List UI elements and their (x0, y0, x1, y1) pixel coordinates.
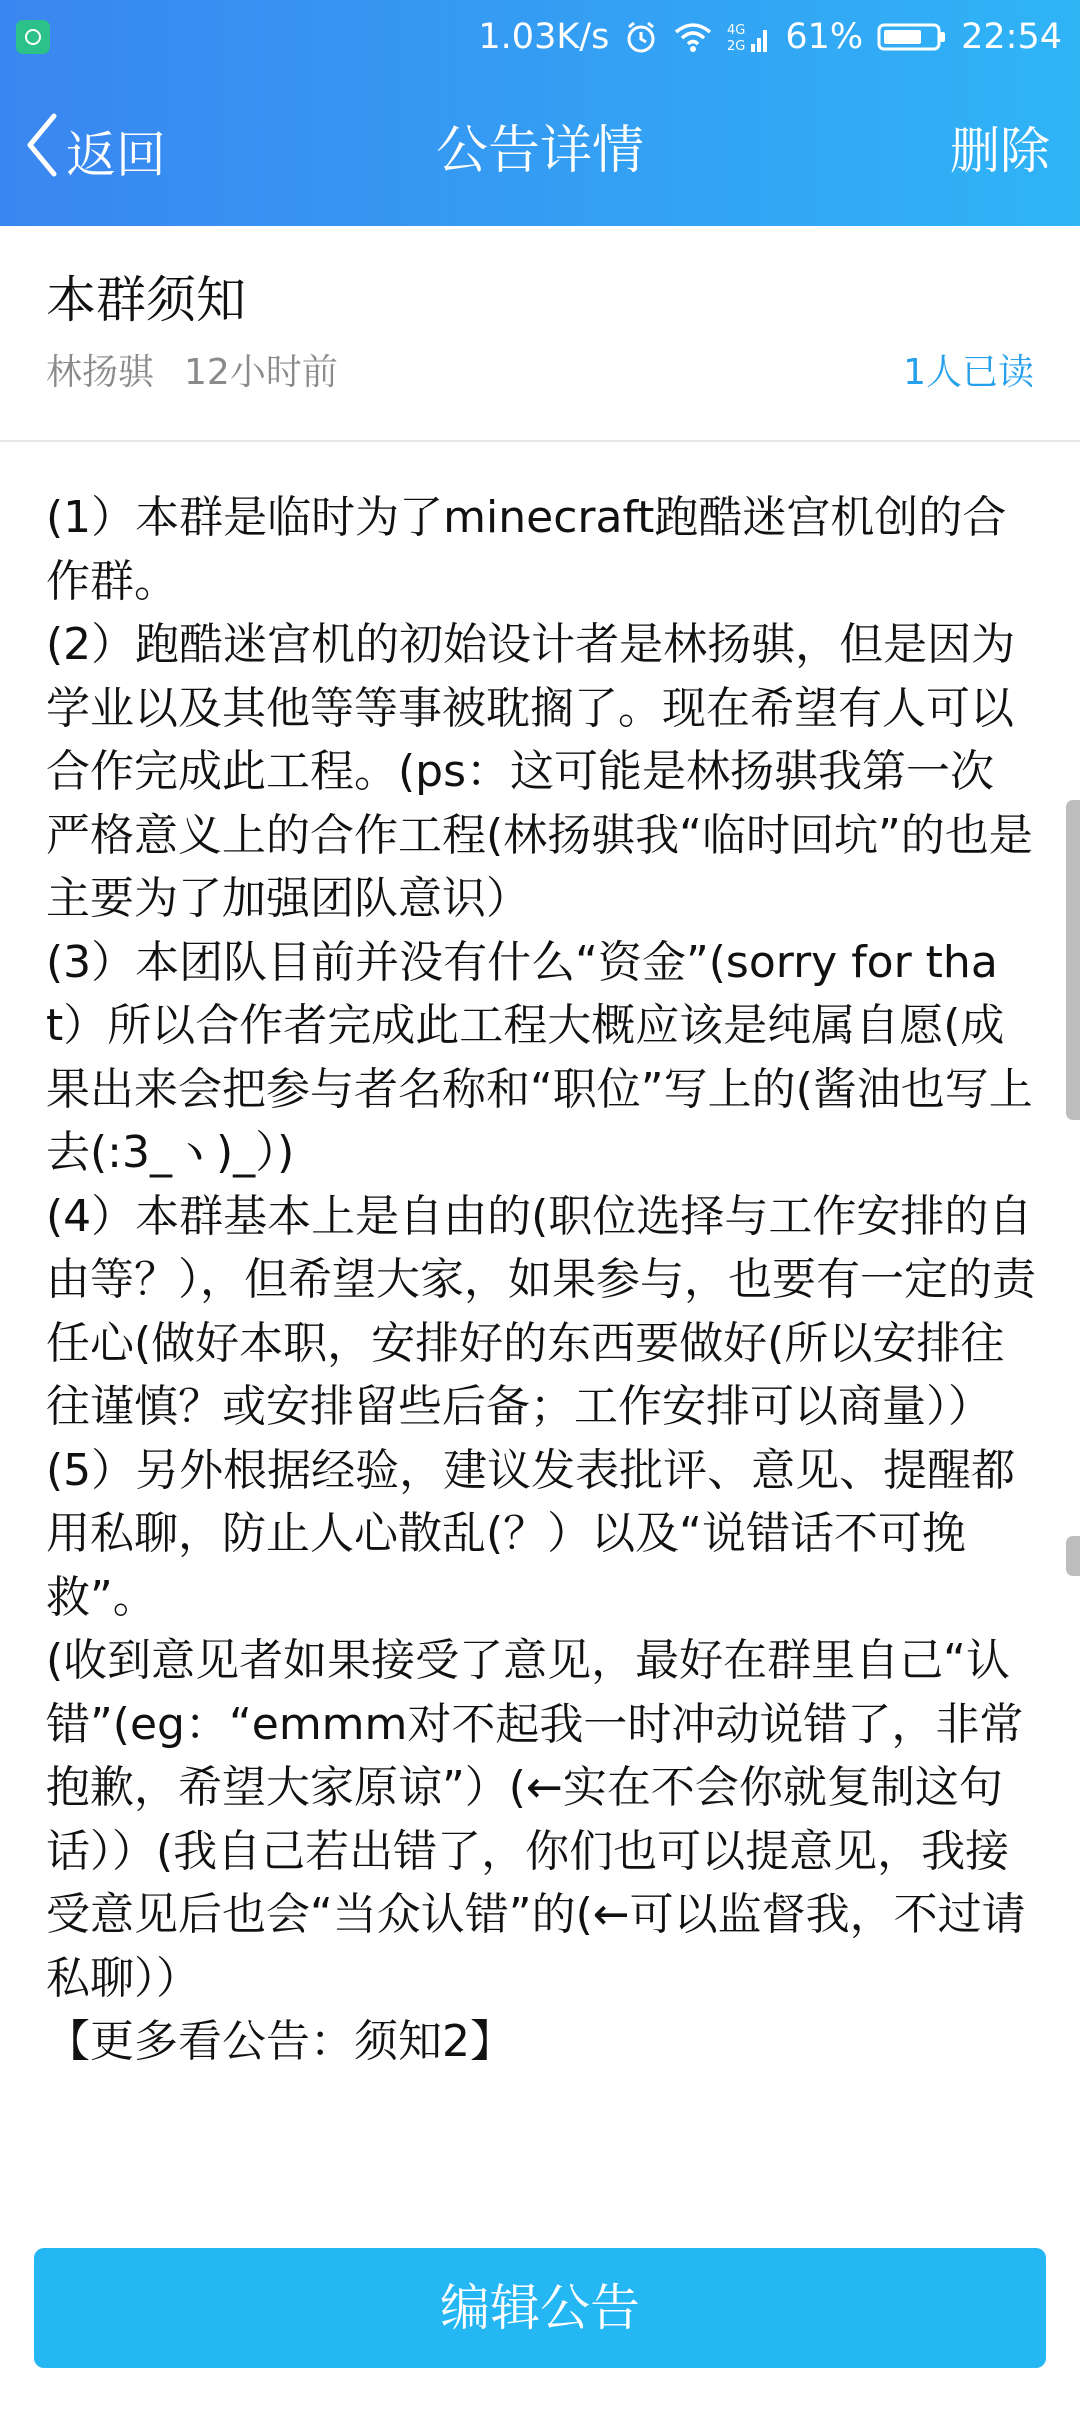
page-title: 公告详情 (435, 121, 644, 181)
notification-app-icon (16, 20, 50, 54)
notice-author: 林扬骐 (46, 352, 155, 393)
edit-notice-button[interactable]: 编辑公告 (34, 2248, 1046, 2368)
read-count-link[interactable]: 1人已读 (903, 352, 1034, 393)
notice-paragraph: 【更多看公告：须知2】 (46, 2016, 514, 2067)
notice-paragraph: (4）本群基本上是自由的(职位选择与工作安排的自由等？），但希望大家，如果参与，也要有一定的责任心(做好本职，安排好的东西要做好(所以安排往往谨慎？或安排留些后备；工作安排可以商量）） (46, 1190, 1036, 1432)
notice-paragraph: (2）跑酷迷宫机的初始设计者是林扬骐，但是因为学业以及其他等等事被耽搁了。现在希望有人可以合作完成此工程。(ps：这可能是林扬骐我第一次严格意义上的合作工程(林扬骐我“临时回坑”的也是主要为了加强团队意识） (46, 619, 1033, 924)
status-bar (0, 0, 1080, 76)
svg-text:4G: 4G (727, 23, 746, 38)
wifi-icon (673, 20, 713, 54)
network-speed: 1.03K/s (478, 17, 610, 57)
status-indicators (478, 12, 1062, 62)
notice-header (0, 226, 1080, 442)
scrollbar[interactable] (1066, 800, 1080, 1120)
notice-paragraph: (5）另外根据经验，建议发表批评、意见、提醒都用私聊，防止人心散乱(？）以及“说错话不可挽救”。 (46, 1444, 1016, 1623)
svg-text:2G: 2G (727, 39, 746, 54)
alarm-icon (623, 19, 659, 55)
app-header (0, 0, 1080, 226)
notice-paragraph: (收到意见者如果接受了意见，最好在群里自己“认错”(eg：“emmm对不起我一时冲动说错了，非常抱歉，希望大家原谅”）(←实在不会你就复制这句话））(我自己若出错了，你们也可以提意见，我接受意见后也会“当众认错”的(←可以监督我，不过请私聊）） (46, 1635, 1026, 2004)
scroll-edge-indicator (1066, 1536, 1080, 1576)
clock: 22:54 (961, 17, 1062, 57)
notice-time: 12小时前 (184, 352, 338, 393)
notice-title: 本群须知 (46, 271, 246, 329)
notice-paragraph: (1）本群是临时为了minecraft跑酷迷宫机创的合作群。 (46, 492, 1007, 607)
delete-button[interactable]: 删除 (950, 122, 1050, 180)
notice-body (46, 486, 1036, 2074)
navigation-bar (0, 76, 1080, 226)
battery-percent: 61% (785, 17, 864, 57)
cellular-signal-icon (727, 20, 771, 54)
back-label: 返回 (66, 126, 166, 184)
notice-meta (46, 344, 338, 395)
notice-paragraph: (3）本团队目前并没有什么“资金”(sorry for that）所以合作者完成此工程大概应该是纯属自愿(成果出来会把参与者名称和“职位”写上的(酱油也写上去(:3_ヽ)_）) (46, 936, 1033, 1178)
battery-icon (877, 22, 947, 52)
